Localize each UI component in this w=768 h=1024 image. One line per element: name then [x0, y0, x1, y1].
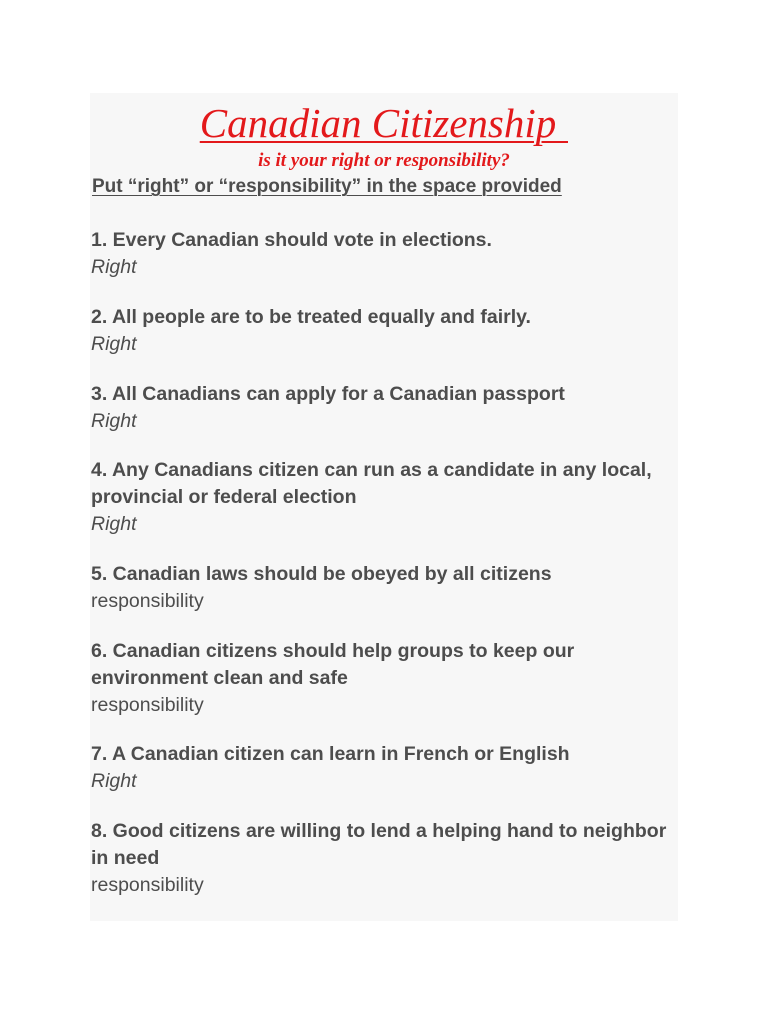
question-text: 1. Every Canadian should vote in elections. [91, 229, 492, 251]
question-item-5 [91, 561, 675, 615]
instruction-text: Put “right” or “responsibility” in the space provided [92, 176, 562, 197]
answer-text: Right [91, 513, 137, 535]
page-title [90, 99, 678, 147]
question-item-2 [91, 304, 675, 358]
question-text: 5. Canadian laws should be obeyed by all citizens [91, 563, 552, 585]
question-item-1 [91, 227, 675, 281]
question-text: 2. All people are to be treated equally and fairly. [91, 306, 531, 328]
document-page [90, 93, 678, 921]
question-text: 4. Any Canadians citizen can run as a candidate in any local, provincial or federal election [91, 459, 652, 508]
title-text: Canadian Citizenship [199, 100, 557, 146]
question-text: 7. A Canadian citizen can learn in French or English [91, 743, 570, 765]
answer-text: Right [91, 770, 137, 792]
answer-text: responsibility [91, 590, 204, 612]
question-item-8 [91, 818, 675, 899]
answer-text: Right [91, 410, 137, 432]
question-item-7 [91, 741, 675, 795]
answer-text: Right [91, 333, 137, 355]
question-text: 3. All Canadians can apply for a Canadian passport [91, 383, 565, 405]
answer-text: responsibility [91, 694, 204, 716]
answer-text: responsibility [91, 874, 204, 896]
page-subtitle: is it your right or responsibility? [258, 150, 510, 171]
question-item-6 [91, 638, 675, 719]
question-item-3 [91, 381, 675, 435]
title-underline-tail [556, 139, 568, 143]
question-text: 8. Good citizens are willing to lend a helping hand to neighbor in need [91, 820, 667, 869]
answer-text: Right [91, 256, 137, 278]
question-text: 6. Canadian citizens should help groups to keep our environment clean and safe [91, 640, 575, 689]
question-item-4 [91, 457, 675, 538]
